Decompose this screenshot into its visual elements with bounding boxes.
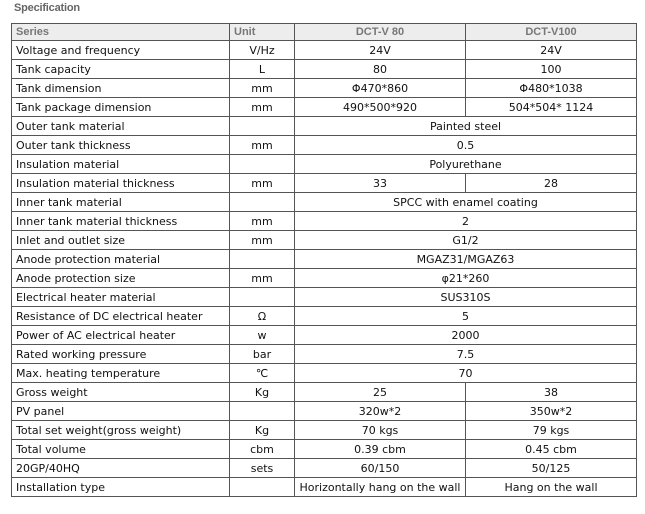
row-parameter-name: Inlet and outlet size xyxy=(12,231,230,250)
row-value-model-2: 350w*2 xyxy=(466,402,637,421)
row-parameter-name: Tank capacity xyxy=(12,60,230,79)
row-value-model-2: Φ480*1038 xyxy=(466,79,637,98)
row-value-model-2: 504*504* 1124 xyxy=(466,98,637,117)
row-value-model-1: 25 xyxy=(295,383,466,402)
table-row xyxy=(12,231,637,250)
table-row xyxy=(12,98,637,117)
row-unit: mm xyxy=(230,98,295,117)
row-parameter-name: Inner tank material xyxy=(12,193,230,212)
row-unit: sets xyxy=(230,459,295,478)
row-parameter-name: Power of AC electrical heater xyxy=(12,326,230,345)
table-row xyxy=(12,174,637,193)
table-header-row xyxy=(12,24,637,41)
table-row xyxy=(12,193,637,212)
row-parameter-name: Installation type xyxy=(12,478,230,497)
row-value-shared: SUS310S xyxy=(295,288,637,307)
row-unit: mm xyxy=(230,212,295,231)
header-series: Series xyxy=(12,24,230,41)
row-unit: V/Hz xyxy=(230,41,295,60)
row-parameter-name: Max. heating temperature xyxy=(12,364,230,383)
row-unit: w xyxy=(230,326,295,345)
table-row xyxy=(12,307,637,326)
row-value-shared: 7.5 xyxy=(295,345,637,364)
table-row xyxy=(12,269,637,288)
row-unit xyxy=(230,117,295,136)
row-parameter-name: Inner tank material thickness xyxy=(12,212,230,231)
table-row xyxy=(12,60,637,79)
row-unit: bar xyxy=(230,345,295,364)
table-row xyxy=(12,326,637,345)
header-unit: Unit xyxy=(230,24,295,41)
row-parameter-name: Resistance of DC electrical heater xyxy=(12,307,230,326)
row-value-model-1: 0.39 cbm xyxy=(295,440,466,459)
row-unit: ℃ xyxy=(230,364,295,383)
row-unit: L xyxy=(230,60,295,79)
row-parameter-name: Total set weight(gross weight) xyxy=(12,421,230,440)
row-value-model-2: Hang on the wall xyxy=(466,478,637,497)
row-value-model-1: 24V xyxy=(295,41,466,60)
row-unit xyxy=(230,478,295,497)
table-row xyxy=(12,250,637,269)
row-parameter-name: Anode protection material xyxy=(12,250,230,269)
row-unit: mm xyxy=(230,136,295,155)
row-parameter-name: Insulation material thickness xyxy=(12,174,230,193)
row-value-model-2: 28 xyxy=(466,174,637,193)
table-row xyxy=(12,41,637,60)
table-row xyxy=(12,364,637,383)
row-unit xyxy=(230,402,295,421)
row-value-model-1: 490*500*920 xyxy=(295,98,466,117)
row-value-shared: 0.5 xyxy=(295,136,637,155)
row-value-model-1: 60/150 xyxy=(295,459,466,478)
table-row xyxy=(12,440,637,459)
table-row xyxy=(12,117,637,136)
row-parameter-name: PV panel xyxy=(12,402,230,421)
table-row xyxy=(12,212,637,231)
row-unit: cbm xyxy=(230,440,295,459)
row-value-model-1: 70 kgs xyxy=(295,421,466,440)
table-row xyxy=(12,79,637,98)
row-value-shared: SPCC with enamel coating xyxy=(295,193,637,212)
row-value-model-2: 100 xyxy=(466,60,637,79)
row-parameter-name: Tank dimension xyxy=(12,79,230,98)
row-value-shared: Polyurethane xyxy=(295,155,637,174)
table-row xyxy=(12,421,637,440)
row-value-model-1: Φ470*860 xyxy=(295,79,466,98)
specification-table xyxy=(11,23,637,497)
row-parameter-name: Insulation material xyxy=(12,155,230,174)
row-value-shared: 5 xyxy=(295,307,637,326)
row-unit: Kg xyxy=(230,421,295,440)
row-unit: mm xyxy=(230,79,295,98)
row-unit xyxy=(230,155,295,174)
row-unit: mm xyxy=(230,231,295,250)
row-value-model-2: 79 kgs xyxy=(466,421,637,440)
row-value-shared: 2 xyxy=(295,212,637,231)
row-unit xyxy=(230,288,295,307)
row-unit xyxy=(230,250,295,269)
table-row xyxy=(12,478,637,497)
row-value-model-2: 24V xyxy=(466,41,637,60)
row-value-shared: φ21*260 xyxy=(295,269,637,288)
row-unit: mm xyxy=(230,174,295,193)
row-value-shared: G1/2 xyxy=(295,231,637,250)
row-parameter-name: Electrical heater material xyxy=(12,288,230,307)
page-title: Specification xyxy=(14,2,80,14)
table-row xyxy=(12,459,637,478)
row-value-shared: 70 xyxy=(295,364,637,383)
row-parameter-name: Voltage and frequency xyxy=(12,41,230,60)
row-value-model-1: 80 xyxy=(295,60,466,79)
header-model-2: DCT-V100 xyxy=(466,24,637,41)
row-value-model-1: 320w*2 xyxy=(295,402,466,421)
row-parameter-name: Gross weight xyxy=(12,383,230,402)
row-unit: Kg xyxy=(230,383,295,402)
row-value-model-2: 0.45 cbm xyxy=(466,440,637,459)
header-model-1: DCT-V 80 xyxy=(295,24,466,41)
row-parameter-name: Tank package dimension xyxy=(12,98,230,117)
row-unit: Ω xyxy=(230,307,295,326)
table-body xyxy=(12,41,637,497)
table-row xyxy=(12,155,637,174)
table-row xyxy=(12,345,637,364)
table-row xyxy=(12,383,637,402)
row-parameter-name: Outer tank thickness xyxy=(12,136,230,155)
row-value-model-2: 38 xyxy=(466,383,637,402)
row-value-shared: MGAZ31/MGAZ63 xyxy=(295,250,637,269)
row-parameter-name: Outer tank material xyxy=(12,117,230,136)
row-parameter-name: Rated working pressure xyxy=(12,345,230,364)
row-unit: mm xyxy=(230,269,295,288)
row-parameter-name: 20GP/40HQ xyxy=(12,459,230,478)
table-row xyxy=(12,288,637,307)
table-row xyxy=(12,402,637,421)
row-unit xyxy=(230,193,295,212)
row-value-model-2: 50/125 xyxy=(466,459,637,478)
row-value-model-1: 33 xyxy=(295,174,466,193)
row-parameter-name: Anode protection size xyxy=(12,269,230,288)
table-row xyxy=(12,136,637,155)
row-value-shared: Painted steel xyxy=(295,117,637,136)
row-parameter-name: Total volume xyxy=(12,440,230,459)
row-value-model-1: Horizontally hang on the wall xyxy=(295,478,466,497)
row-value-shared: 2000 xyxy=(295,326,637,345)
